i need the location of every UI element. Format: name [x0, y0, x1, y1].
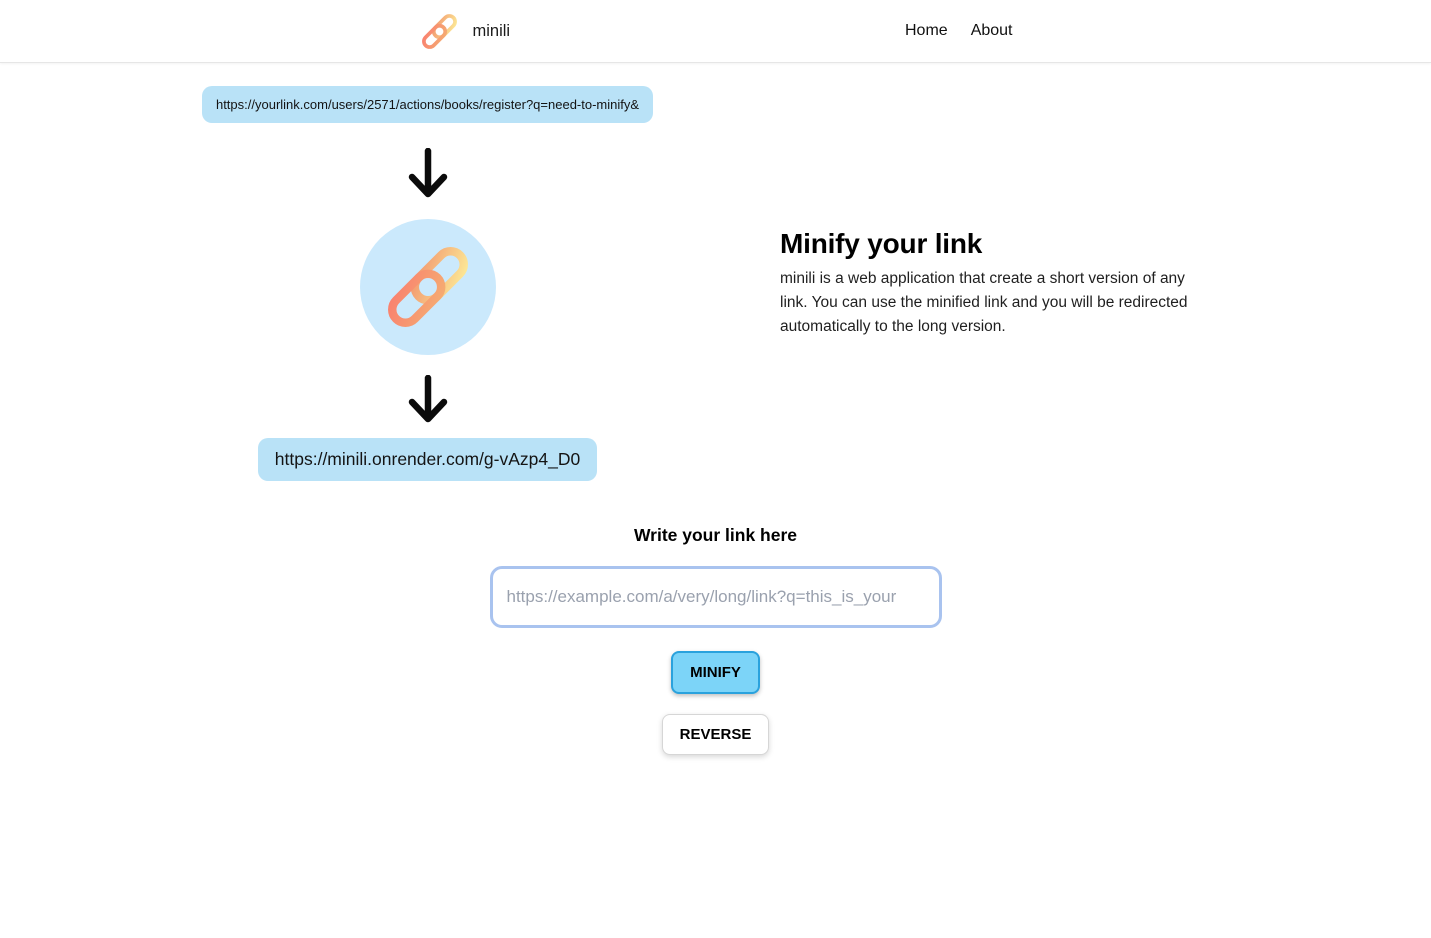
minify-form: [0, 525, 1431, 755]
short-url-example: https://minili.onrender.com/g-vAzp4_D0: [258, 438, 597, 481]
header-inner: [419, 0, 1013, 62]
long-url-example: https://yourlink.com/users/2571/actions/books/register?q=need-to-minify&: [202, 86, 653, 123]
reverse-button[interactable]: REVERSE: [662, 714, 770, 755]
nav-item-home[interactable]: Home: [905, 22, 948, 39]
link-input[interactable]: [490, 566, 942, 628]
about-block: [780, 228, 1201, 339]
chain-link-circle-icon: [360, 219, 496, 355]
chain-link-icon: [419, 11, 460, 52]
nav-item-about[interactable]: About: [970, 22, 1013, 39]
chain-link-icon: [381, 240, 475, 334]
page-title: Minify your link: [780, 228, 983, 259]
link-input-label: Write your link here: [633, 525, 798, 545]
down-arrow-icon: [406, 148, 450, 198]
minify-button[interactable]: MINIFY: [671, 651, 760, 694]
header: [0, 0, 1431, 63]
hero-section: [204, 86, 1431, 481]
brand-link[interactable]: [419, 11, 511, 52]
brand-name: minili: [472, 21, 511, 40]
down-arrow-icon: [406, 375, 450, 423]
minify-demo-diagram: [204, 86, 651, 481]
about-description: minili is a web application that create a short version of any link. You can use the minified link and you will be redirected automatically to the long version.: [780, 270, 1188, 335]
main-nav: [905, 22, 1013, 40]
